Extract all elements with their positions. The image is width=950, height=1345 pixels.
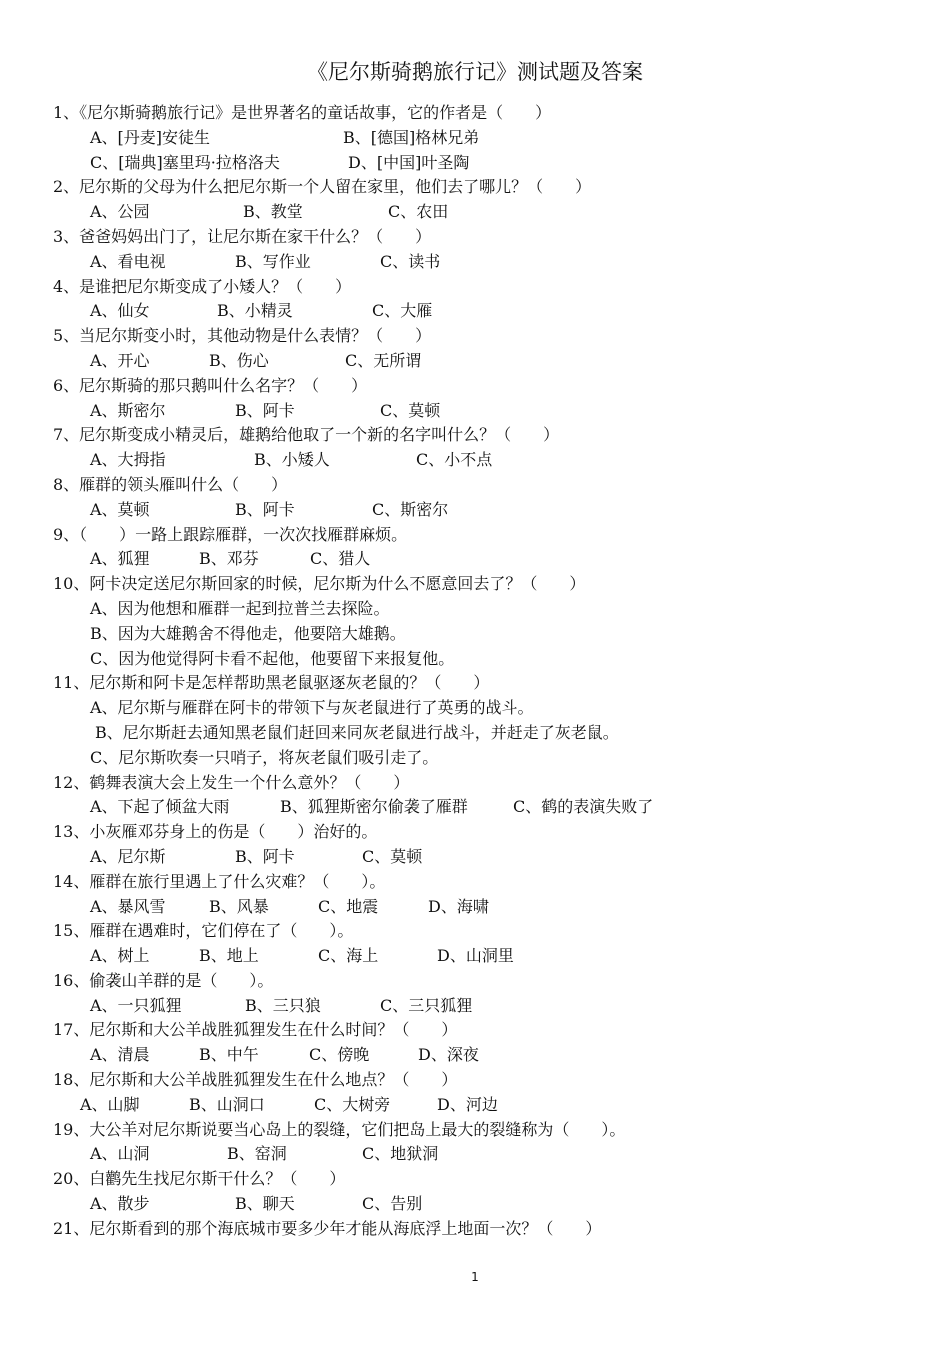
question-text: 8、雁群的领头雁叫什么（ ） (53, 474, 288, 494)
option-item: A、尼尔斯与雁群在阿卡的带领下与灰老鼠进行了英勇的战斗。 (90, 698, 534, 718)
option-item: B、伤心 (209, 350, 269, 370)
options-row (0, 1043, 950, 1068)
option-item: C、傍晚 (309, 1045, 370, 1065)
option-item: A、树上 (90, 946, 150, 966)
option-item: A、大拇指 (90, 450, 166, 470)
question-text: 15、雁群在遇难时，它们停在了（ ）。 (53, 921, 354, 941)
option-item: A、狐狸 (90, 549, 150, 569)
option-item: C、[瑞典]塞里玛·拉格洛夫 (90, 152, 280, 172)
option-item: B、阿卡 (235, 846, 295, 866)
options-row (0, 126, 950, 151)
option-item: A、清晨 (90, 1045, 150, 1065)
question-text: 21、尼尔斯看到的那个海底城市要多少年才能从海底浮上地面一次？（ ） (53, 1218, 602, 1238)
options-row (0, 696, 950, 721)
question-text: 6、尼尔斯骑的那只鹅叫什么名字？（ ） (53, 375, 368, 395)
options-row (0, 547, 950, 572)
options-row (0, 1093, 950, 1118)
option-item: C、读书 (380, 251, 441, 271)
options-row (0, 498, 950, 523)
option-item: A、一只狐狸 (90, 995, 182, 1015)
option-item: D、海啸 (428, 896, 489, 916)
question-text: 12、鹤舞表演大会上发生一个什么意外？（ ） (53, 772, 410, 792)
options-row (0, 994, 950, 1019)
question-text: 11、尼尔斯和阿卡是怎样帮助黑老鼠驱逐灰老鼠的？（ ） (53, 673, 490, 693)
question-text: 2、尼尔斯的父母为什么把尼尔斯一个人留在家里，他们去了哪儿？（ ） (53, 177, 592, 197)
option-item: B、风暴 (209, 896, 269, 916)
options-row (0, 721, 950, 746)
option-item: A、散步 (90, 1194, 150, 1214)
option-item: C、猎人 (310, 549, 371, 569)
option-item: C、大树旁 (314, 1094, 391, 1114)
option-item: C、地震 (318, 896, 379, 916)
options-row (0, 1192, 950, 1217)
options-row (0, 200, 950, 225)
option-item: B、狐狸斯密尔偷袭了雁群 (280, 797, 468, 817)
option-item: C、因为他觉得阿卡看不起他，他要留下来报复他。 (90, 648, 455, 668)
question-text: 5、当尼尔斯变小时，其他动物是什么表情？（ ） (53, 326, 432, 346)
question-text: 3、爸爸妈妈出门了，让尼尔斯在家干什么？（ ） (53, 226, 432, 246)
options-row (0, 845, 950, 870)
option-item: B、小矮人 (254, 450, 330, 470)
option-item: C、海上 (318, 946, 379, 966)
options-row (0, 647, 950, 672)
option-item: A、下起了倾盆大雨 (90, 797, 230, 817)
option-item: B、地上 (199, 946, 259, 966)
option-item: A、暴风雪 (90, 896, 166, 916)
option-item: D、深夜 (418, 1045, 479, 1065)
option-item: C、告别 (362, 1194, 423, 1214)
option-item: D、河边 (437, 1094, 498, 1114)
option-item: A、仙女 (90, 301, 150, 321)
option-item: B、阿卡 (235, 499, 295, 519)
options-row (0, 151, 950, 176)
option-item: B、小精灵 (217, 301, 293, 321)
option-item: A、斯密尔 (90, 400, 166, 420)
question-text: 18、尼尔斯和大公羊战胜狐狸发生在什么地点？（ ） (53, 1070, 458, 1090)
option-item: B、三只狼 (245, 995, 321, 1015)
option-item: B、[德国]格林兄弟 (343, 127, 480, 147)
options-row (0, 795, 950, 820)
question-text: 7、尼尔斯变成小精灵后，雄鹅给他取了一个新的名字叫什么？（ ） (53, 425, 560, 445)
option-item: B、聊天 (235, 1194, 295, 1214)
page-number: 1 (471, 1270, 479, 1284)
option-item: A、公园 (90, 202, 150, 222)
option-item: A、[丹麦]安徒生 (90, 127, 211, 147)
options-row (0, 448, 950, 473)
option-item: C、农田 (388, 202, 449, 222)
options-row (0, 299, 950, 324)
options-row (0, 746, 950, 771)
option-item: D、山洞里 (437, 946, 514, 966)
option-item: C、大雁 (372, 301, 433, 321)
options-row (0, 399, 950, 424)
option-item: C、无所谓 (345, 350, 422, 370)
option-item: A、莫顿 (90, 499, 150, 519)
option-item: B、中午 (199, 1045, 259, 1065)
option-item: C、三只狐狸 (380, 995, 473, 1015)
option-item: C、小不点 (416, 450, 493, 470)
option-item: A、山洞 (90, 1144, 150, 1164)
option-item: B、写作业 (235, 251, 311, 271)
option-item: A、开心 (90, 350, 150, 370)
option-item: B、阿卡 (235, 400, 295, 420)
question-text: 13、小灰雁邓芬身上的伤是（ ）治好的。 (53, 822, 378, 842)
option-item: B、教堂 (243, 202, 303, 222)
option-item: C、莫顿 (380, 400, 441, 420)
question-text: 14、雁群在旅行里遇上了什么灾难？（ ）。 (53, 871, 386, 891)
options-row (0, 250, 950, 275)
option-item: A、看电视 (90, 251, 166, 271)
options-row (0, 349, 950, 374)
option-item: B、山洞口 (189, 1094, 265, 1114)
question-text: 4、是谁把尼尔斯变成了小矮人？（ ） (53, 276, 352, 296)
question-text: 1、《尼尔斯骑鹅旅行记》是世界著名的童话故事，它的作者是（ ） (53, 103, 552, 122)
question-text: 20、白鹳先生找尼尔斯干什么？（ ） (53, 1169, 346, 1189)
option-item: B、尼尔斯赶去通知黑老鼠们赶回来同灰老鼠进行战斗，并赶走了灰老鼠。 (95, 722, 619, 742)
option-item: B、因为大雄鹅舍不得他走，他要陪大雄鹅。 (90, 623, 406, 643)
options-row (0, 1142, 950, 1167)
option-item: A、尼尔斯 (90, 846, 166, 866)
options-row (0, 597, 950, 622)
option-item: C、鹤的表演失败了 (513, 797, 654, 817)
option-item: C、尼尔斯吹奏一只哨子，将灰老鼠们吸引走了。 (90, 747, 439, 767)
options-row (0, 895, 950, 920)
option-item: D、[中国]叶圣陶 (348, 152, 470, 172)
option-item: A、因为他想和雁群一起到拉普兰去探险。 (90, 598, 390, 618)
option-item: C、斯密尔 (372, 499, 449, 519)
option-item: C、莫顿 (362, 846, 423, 866)
page-title: 《尼尔斯骑鹅旅行记》测试题及答案 (307, 60, 643, 84)
question-text: 10、阿卡决定送尼尔斯回家的时候，尼尔斯为什么不愿意回去了？（ ） (53, 574, 586, 594)
option-item: B、窑洞 (227, 1144, 287, 1164)
options-row (0, 944, 950, 969)
question-list (0, 101, 950, 1242)
question-text: 19、大公羊对尼尔斯说要当心岛上的裂缝，它们把岛上最大的裂缝称为（ ）。 (53, 1119, 626, 1139)
question-text: 17、尼尔斯和大公羊战胜狐狸发生在什么时间？（ ） (53, 1020, 458, 1040)
option-item: A、山脚 (80, 1094, 140, 1114)
option-item: C、地狱洞 (362, 1144, 439, 1164)
question-text: 9、（ ）一路上跟踪雁群，一次次找雁群麻烦。 (53, 524, 408, 544)
option-item: B、邓芬 (199, 549, 259, 569)
options-row (0, 622, 950, 647)
question-text: 16、偷袭山羊群的是（ ）。 (53, 970, 274, 990)
